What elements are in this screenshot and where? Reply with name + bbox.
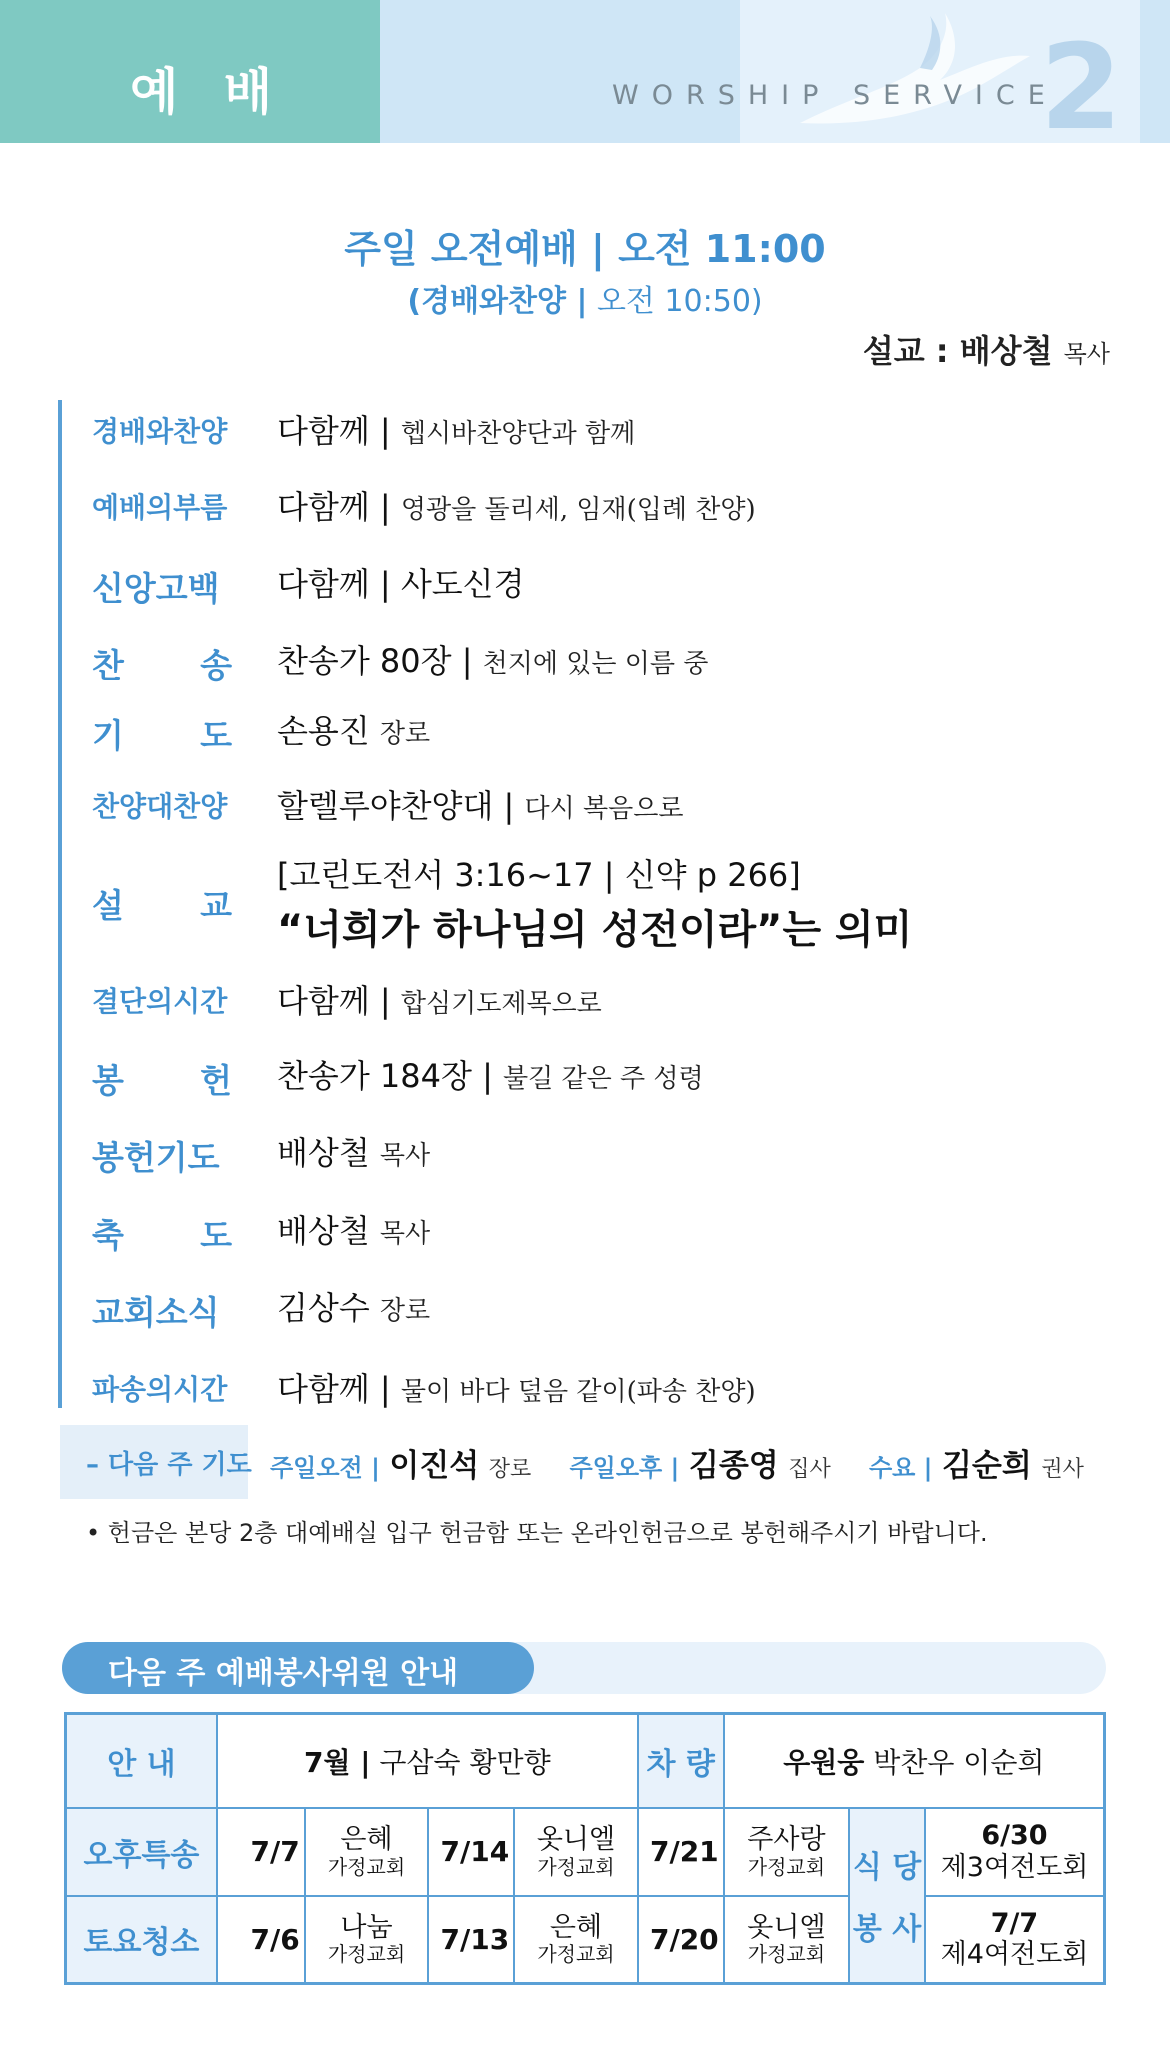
order-main: 다함께 | [277,488,391,526]
volunteer-table [64,1712,1106,1985]
guide-cell [217,1714,638,1808]
order-label: 경배와찬양 [92,415,228,448]
date-cell: 7/20 [638,1896,724,1984]
date-cell: 7/13 [428,1896,514,1984]
order-label: 봉 헌 [92,1061,232,1100]
order-row [92,410,1132,470]
order-label: 교회소식 [92,1293,220,1332]
order-main: 배상철 [277,1212,370,1250]
car-label: 차 량 [638,1714,724,1808]
preacher-title: 목사 [1063,340,1110,368]
date-cell: 7/21 [638,1808,724,1896]
order-content [277,406,635,452]
next-prayer-label: – 다음 주 기도 [86,1450,252,1480]
order-content [277,706,430,752]
dove-icon [770,8,1070,138]
order-detail: 천지에 있는 이름 중 [482,649,709,679]
order-row [92,1287,1132,1347]
service-subtitle [0,276,1170,320]
order-detail: 불길 같은 주 성령 [503,1064,704,1094]
order-row [92,640,1132,700]
order-main: 다함께 | 사도신경 [277,565,525,603]
order-content [277,1206,430,1252]
order-row [92,563,1132,623]
order-row [92,1368,1132,1428]
group-cell: 은혜 가정교회 [305,1808,429,1896]
order-content [277,976,602,1022]
order-label [92,640,232,687]
order-main: 다함께 | [277,412,391,450]
car-names: 박찬우 이순희 [873,1745,1045,1779]
guide-label: 안 내 [66,1714,217,1808]
order-label: 예배의부름 [92,491,228,524]
order-detail: 물이 바다 덮음 같이(파송 찬양) [400,1377,756,1407]
order-label: 봉헌기도 [92,1138,220,1177]
header-title: 예 배 [130,63,287,121]
order-content [277,1283,430,1329]
order-main: 할렐루야찬양대 | [277,787,515,825]
order-detail: 장로 [379,1296,431,1326]
order-row [92,980,1132,1040]
order-content [277,482,756,528]
order-content [277,1364,756,1410]
order-detail: 목사 [379,1219,431,1249]
order-content [277,781,683,827]
next-prayer-title: 집사 [788,1457,831,1482]
order-row [92,785,1132,845]
guide-names: 구삼숙 황만향 [379,1745,551,1779]
car-cell [724,1714,1105,1808]
table-row [66,1808,1105,1896]
service-title: 주일 오전예배 | 오전 11:00 [344,227,826,271]
sermon-reference: [고린도전서 3:16~17 | 신약 p 266] [277,856,801,894]
guide-month: 7월 | [304,1745,371,1779]
order-label: 신앙고백 [92,569,220,608]
order-main: 찬송가 184장 | [277,1057,493,1095]
order-label-char: 찬 [92,646,124,685]
order-detail: 다시 복음으로 [524,794,684,824]
order-label: 결단의시간 [92,985,228,1018]
next-prayer-title: 장로 [488,1457,532,1482]
service-sub-time: 오전 10:50) [596,284,763,319]
order-main: 찬송가 80장 | [277,642,473,680]
order-label: 기 도 [92,716,232,755]
next-prayer-key: 주일오후 | [569,1454,680,1482]
next-prayer-name: 김종영 [688,1448,779,1484]
order-detail: 헵시바찬양단과 함께 [400,419,636,449]
group-cell: 주사랑 가정교회 [724,1808,850,1896]
table-row [66,1896,1105,1984]
group-cell: 은혜 가정교회 [514,1896,638,1984]
order-label-char: 송 [200,646,232,685]
order-detail: 목사 [379,1141,431,1171]
order-label: 축 도 [92,1216,232,1255]
order-content [277,1051,704,1097]
order-row [92,1210,1132,1270]
date-cell: 7/14 [428,1808,514,1896]
order-detail: 장로 [379,719,431,749]
dining-label: 식 당 봉 사 [849,1808,925,1984]
header-middle-panel [380,0,740,143]
order-content [277,636,708,682]
order-row [92,1132,1132,1192]
row-label: 토요청소 [66,1896,217,1984]
date-cell: 7/7 [217,1808,305,1896]
next-prayer-name: 이진석 [389,1448,480,1484]
order-main: 다함께 | [277,1370,391,1408]
order-label: 설 교 [92,886,232,925]
dining-cell: 7/7 제4여전도회 [925,1896,1105,1984]
header-banner [0,0,1170,156]
header-subtitle: WORSHIP SERVICE [612,80,1058,111]
order-content [277,559,525,605]
order-detail: 영광을 돌리세, 임재(입례 찬양) [400,495,756,525]
order-label: 찬양대찬양 [92,790,228,823]
order-main: 배상철 [277,1134,370,1172]
group-cell: 옷니엘 가정교회 [514,1808,638,1896]
next-prayer-key: 주일오전 | [270,1454,380,1482]
group-cell: 옷니엘 가정교회 [724,1896,850,1984]
next-prayer-key: 수요 | [868,1454,933,1482]
order-row [92,486,1132,546]
row-label: 오후특송 [66,1808,217,1896]
order-row [92,710,1132,770]
preacher [863,326,1110,372]
service-sub-name: (경배와찬양 | [407,284,588,319]
order-detail: 합심기도제목으로 [400,989,602,1019]
table-row [66,1714,1105,1808]
order-row [92,1055,1132,1115]
car-lead: 우원웅 [783,1745,865,1779]
sermon-title: “너희가 하나님의 성전이라”는 의미 [277,907,913,953]
order-content [277,1128,430,1174]
order-main: 김상수 [277,1289,370,1327]
dining-cell: 6/30 제3여전도회 [925,1808,1105,1896]
group-cell: 나눔 가정교회 [305,1896,429,1984]
section-title: 다음 주 예배봉사위원 안내 [108,1656,459,1691]
order-label: 파송의시간 [92,1373,228,1406]
order-main: 다함께 | [277,982,391,1020]
header-strip [1140,0,1170,143]
preacher-label: 설교 : 배상철 [862,332,1053,370]
next-prayer-list [270,1440,1084,1485]
order-main: 손용진 [277,712,370,750]
next-prayer-name: 김순희 [941,1448,1032,1484]
order-divider-line [58,400,62,1408]
offering-notice: • 헌금은 본당 2층 대예배실 입구 헌금함 또는 온라인헌금으로 봉헌해주시기 바랍니다. [86,1519,988,1547]
next-prayer-title: 권사 [1041,1457,1084,1482]
date-cell: 7/6 [217,1896,305,1984]
header-number: 2 [1040,18,1123,156]
